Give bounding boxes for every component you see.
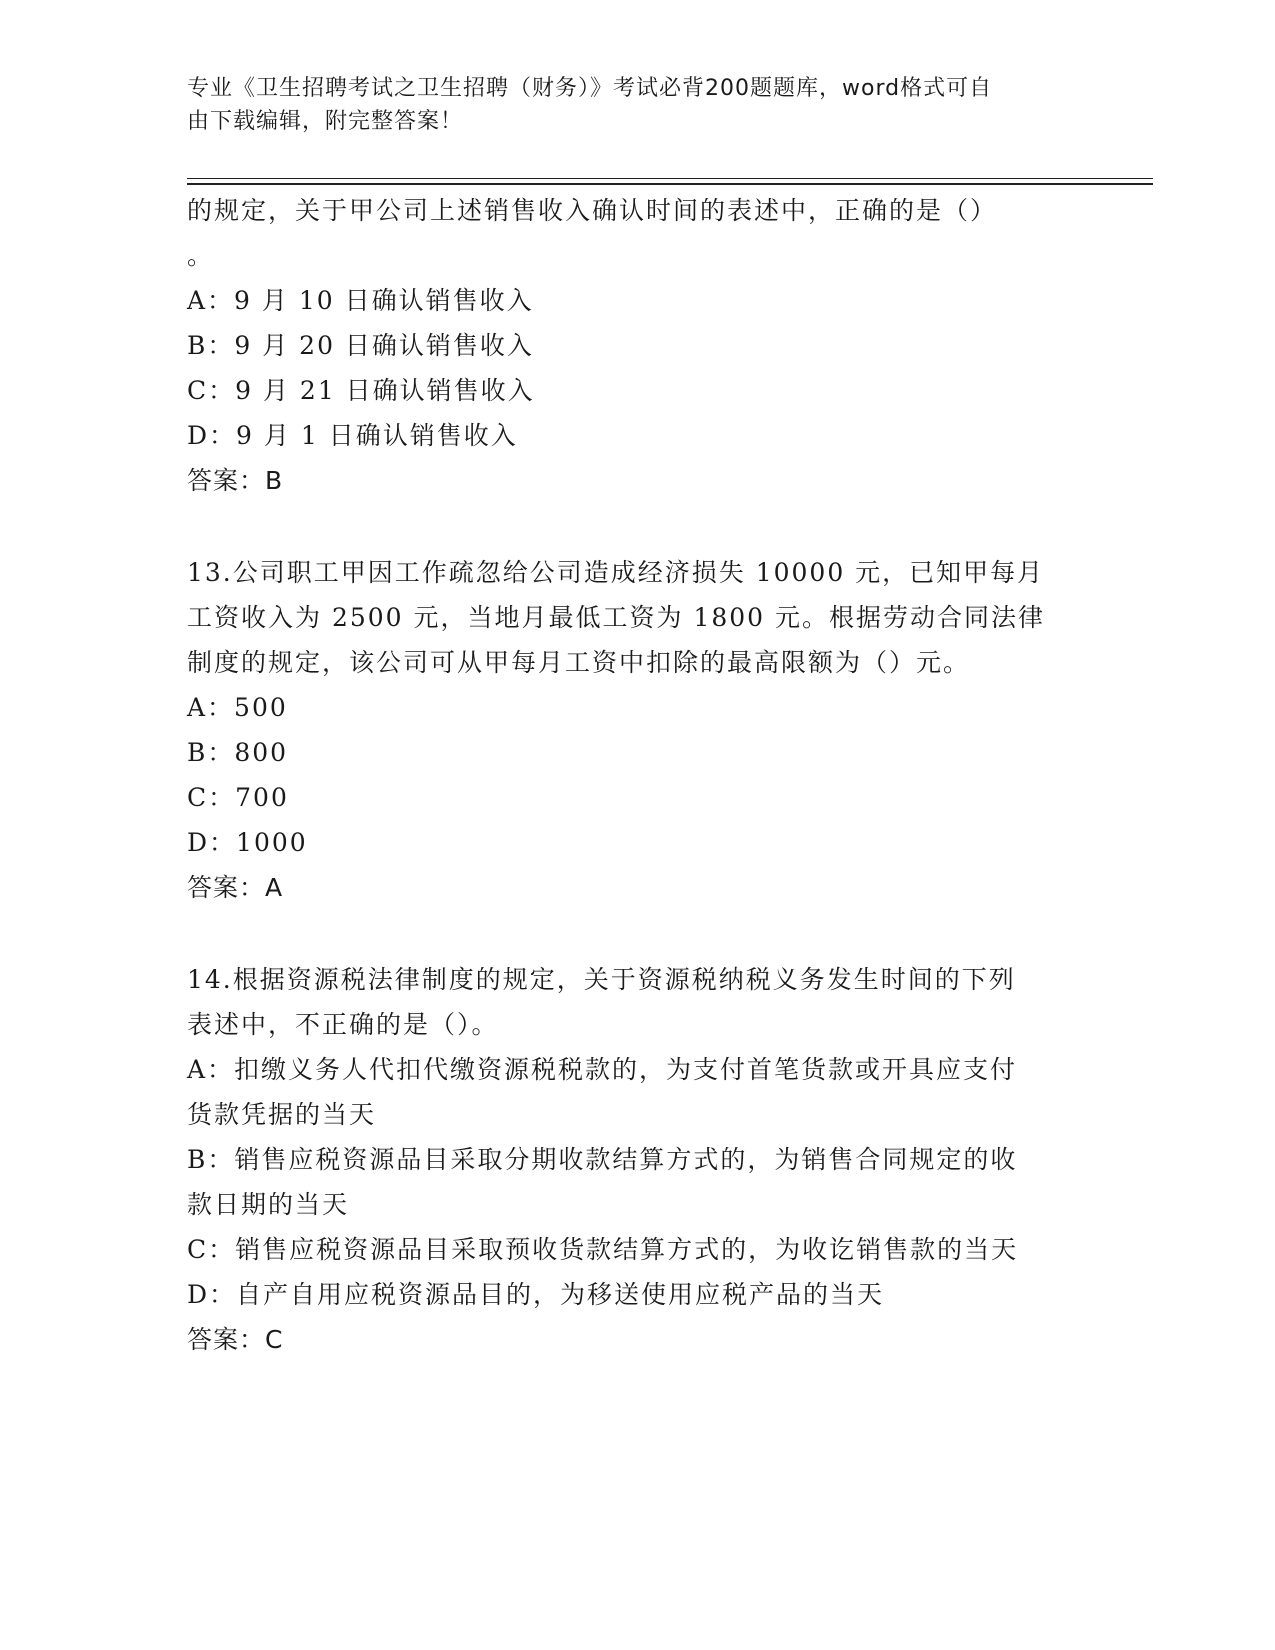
option-c: C：9 月 21 日确认销售收入 xyxy=(187,376,535,405)
question-stem-line: 表述中，不正确的是（）。 xyxy=(187,1010,499,1039)
option-c: C：销售应税资源品目采取预收货款结算方式的，为收讫销售款的当天 xyxy=(187,1235,1019,1264)
option-b-continued: 款日期的当天 xyxy=(187,1190,350,1219)
question-stem-line: 14.根据资源税法律制度的规定，关于资源税纳税义务发生时间的下列 xyxy=(187,965,1016,994)
document-body xyxy=(187,188,1087,1362)
question-12 xyxy=(187,188,1087,503)
header-divider-thin xyxy=(187,178,1153,179)
document-header xyxy=(187,72,1067,138)
header-line-1: 专业《卫生招聘考试之卫生招聘（财务）》考试必背200题题库，word格式可自 xyxy=(187,76,993,101)
question-spacer xyxy=(187,503,1087,550)
question-14 xyxy=(187,957,1087,1362)
question-stem-line: 。 xyxy=(187,241,215,270)
option-b: B：销售应税资源品目采取分期收款结算方式的，为销售合同规定的收 xyxy=(187,1145,1018,1174)
header-divider-thick xyxy=(187,183,1153,185)
option-d: D：9 月 1 日确认销售收入 xyxy=(187,421,518,450)
option-d: D：自产自用应税资源品目的，为移送使用应税产品的当天 xyxy=(187,1280,885,1309)
option-b: B：9 月 20 日确认销售收入 xyxy=(187,331,534,360)
option-c: C：700 xyxy=(187,783,289,812)
question-stem-line: 工资收入为 2500 元，当地月最低工资为 1800 元。根据劳动合同法律 xyxy=(187,603,1046,632)
question-spacer xyxy=(187,910,1087,957)
option-a-continued: 货款凭据的当天 xyxy=(187,1100,377,1129)
option-a: A：500 xyxy=(187,693,288,722)
option-d: D：1000 xyxy=(187,828,308,857)
option-a: A：9 月 10 日确认销售收入 xyxy=(187,286,534,315)
question-stem-line: 的规定，关于甲公司上述销售收入确认时间的表述中，正确的是（） xyxy=(187,196,998,225)
option-a: A：扣缴义务人代扣代缴资源税税款的，为支付首笔货款或开具应支付 xyxy=(187,1055,1018,1084)
question-13 xyxy=(187,550,1087,910)
header-line-2: 由下载编辑，附完整答案！ xyxy=(187,109,464,134)
answer-text: 答案：A xyxy=(187,873,284,902)
question-stem-line: 13.公司职工甲因工作疏忽给公司造成经济损失 10000 元，已知甲每月 xyxy=(187,558,1045,587)
question-stem-line: 制度的规定，该公司可从甲每月工资中扣除的最高限额为（）元。 xyxy=(187,648,971,677)
answer-text: 答案：C xyxy=(187,1325,284,1354)
answer-text: 答案：B xyxy=(187,466,284,495)
option-b: B：800 xyxy=(187,738,289,767)
